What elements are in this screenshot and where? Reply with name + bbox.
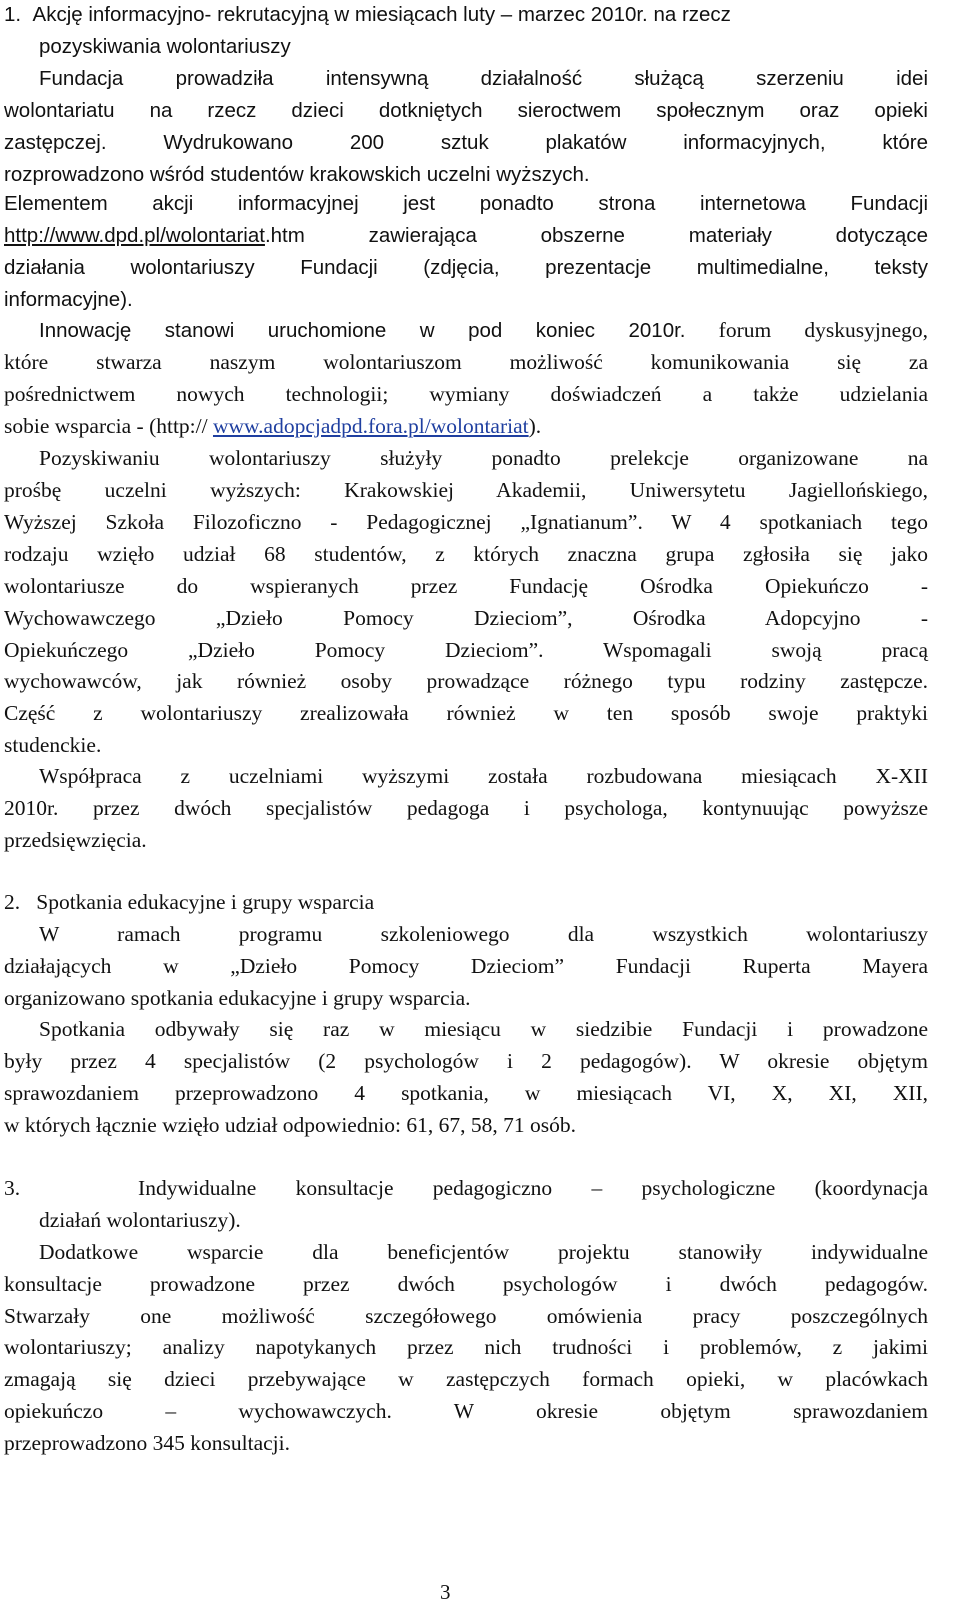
paragraph-line: studenckie.: [4, 733, 102, 757]
paragraph-line: wolontariuszy; analizy napotykanych przez nich trudności i problemów, z jakimi: [4, 1335, 928, 1359]
paragraph-line: w których łącznie wzięło udział odpowiednio: 61, 67, 58, 71 osób.: [4, 1113, 577, 1137]
paragraph-line: sobie wsparcia - (http:// www.adopcjadpd.fora.pl/wolontariat).: [4, 414, 542, 438]
paragraph-line: pośrednictwem nowych technologii; wymiany doświadczeń a także udzielania: [4, 382, 928, 406]
paragraph-line: Wychowawczego „Dzieło Pomocy Dzieciom”, Ośrodka Adopcyjno -: [4, 606, 928, 630]
paragraph-line: informacyjne).: [4, 288, 133, 311]
paragraph-line: wolontariatu na rzecz dzieci dotkniętych sieroctwem społecznym oraz opieki: [4, 99, 928, 122]
paragraph-line: Elementem akcji informacyjnej jest ponadto strona internetowa Fundacji: [4, 192, 928, 215]
paragraph-line: Innowację stanowi uruchomione w pod koniec 2010r. forum dyskusyjnego,: [39, 318, 928, 342]
paragraph-line: Część z wolontariuszy zrealizowała również w ten sposób swoje praktyki: [4, 701, 928, 725]
paragraph-line: konsultacje prowadzone przez dwóch psychologów i dwóch pedagogów.: [4, 1272, 928, 1296]
section-3-heading: 3. Indywidualne konsultacje pedagogiczno – psychologiczne (koordynacja: [4, 1176, 929, 1200]
paragraph-line: wolontariusze do wspieranych przez Fundację Ośrodka Opiekuńczo -: [4, 574, 928, 598]
paragraph-line: zmagają się dzieci przebywające w zastępczych formach opieki, w placówkach: [4, 1367, 928, 1391]
paragraph-line: Opiekuńczego „Dzieło Pomocy Dzieciom”. Wspomagali swoją pracą: [4, 638, 928, 662]
section-3-heading-cont: działań wolontariuszy).: [39, 1208, 241, 1232]
paragraph-line: http://www.dpd.pl/wolontariat.htm zawierająca obszerne materiały dotyczące: [4, 224, 928, 247]
paragraph-line: Fundacja prowadziła intensywną działalność służącą szerzeniu idei: [39, 67, 928, 90]
paragraph-line: organizowano spotkania edukacyjne i grupy wsparcia.: [4, 986, 471, 1010]
paragraph-line: opiekuńczo – wychowawczych. W okresie objętym sprawozdaniem: [4, 1399, 928, 1423]
paragraph-line: działających w „Dzieło Pomocy Dzieciom” Fundacji Ruperta Mayera: [4, 954, 928, 978]
paragraph-line: sprawozdaniem przeprowadzono 4 spotkania, w miesiącach VI, X, XI, XII,: [4, 1081, 928, 1105]
section-1-heading-cont: pozyskiwania wolontariuszy: [39, 35, 291, 58]
forum-link[interactable]: www.adopcjadpd.fora.pl/wolontariat: [212, 414, 529, 438]
paragraph-line: Współpraca z uczelniami wyższymi została rozbudowana miesiącach X-XII: [39, 764, 928, 788]
paragraph-line: działania wolontariuszy Fundacji (zdjęcia, prezentacje multimedialne, teksty: [4, 256, 928, 279]
paragraph-line: Wyższej Szkoła Filozoficzno - Pedagogicznej „Ignatianum”. W 4 spotkaniach tego: [4, 510, 928, 534]
paragraph-line: prośbę uczelni wyższych: Krakowskiej Akademii, Uniwersytetu Jagiellońskiego,: [4, 478, 928, 502]
paragraph-line: 2010r. przez dwóch specjalistów pedagoga i psychologa, kontynuując powyższe: [4, 796, 928, 820]
paragraph-line: Spotkania odbywały się raz w miesiącu w siedzibie Fundacji i prowadzone: [39, 1017, 928, 1041]
paragraph-line: wychowawców, jak również osoby prowadzące różnego typu rodziny zastępcze.: [4, 669, 928, 693]
paragraph-line: Stwarzały one możliwość szczegółowego omówienia pracy poszczególnych: [4, 1304, 928, 1328]
paragraph-line: rodzaju wzięło udział 68 studentów, z których znaczna grupa zgłosiła się jako: [4, 542, 928, 566]
section-2-heading: 2. Spotkania edukacyjne i grupy wsparcia: [4, 890, 375, 914]
paragraph-line: Pozyskiwaniu wolontariuszy służyły ponadto prelekcje organizowane na: [39, 446, 928, 470]
section-3-number: 3.: [4, 1176, 21, 1200]
paragraph-line: które stwarza naszym wolontariuszom możliwość komunikowania się za: [4, 350, 928, 374]
paragraph-line: Dodatkowe wsparcie dla beneficjentów projektu stanowiły indywidualne: [39, 1240, 928, 1264]
paragraph-line: przeprowadzono 345 konsultacji.: [4, 1431, 290, 1455]
paragraph-line: przedsięwzięcia.: [4, 828, 147, 852]
paragraph-line: były przez 4 specjalistów (2 psychologów i 2 pedagogów). W okresie objętym: [4, 1049, 928, 1073]
section-1-number: 1.: [4, 3, 22, 26]
page-number: 3: [440, 1580, 451, 1604]
paragraph-line: rozprowadzono wśród studentów krakowskich uczelni wyższych.: [4, 163, 590, 186]
section-2-number: 2.: [4, 890, 21, 914]
paragraph-line: W ramach programu szkoleniowego dla wszystkich wolontariuszy: [39, 922, 928, 946]
section-1-heading: 1. Akcję informacyjno- rekrutacyjną w miesiącach luty – marzec 2010r. na rzecz: [4, 3, 731, 26]
paragraph-line: zastępczej. Wydrukowano 200 sztuk plakatów informacyjnych, które: [4, 131, 928, 154]
foundation-website-link[interactable]: http://www.dpd.pl/wolontariat: [4, 224, 265, 247]
